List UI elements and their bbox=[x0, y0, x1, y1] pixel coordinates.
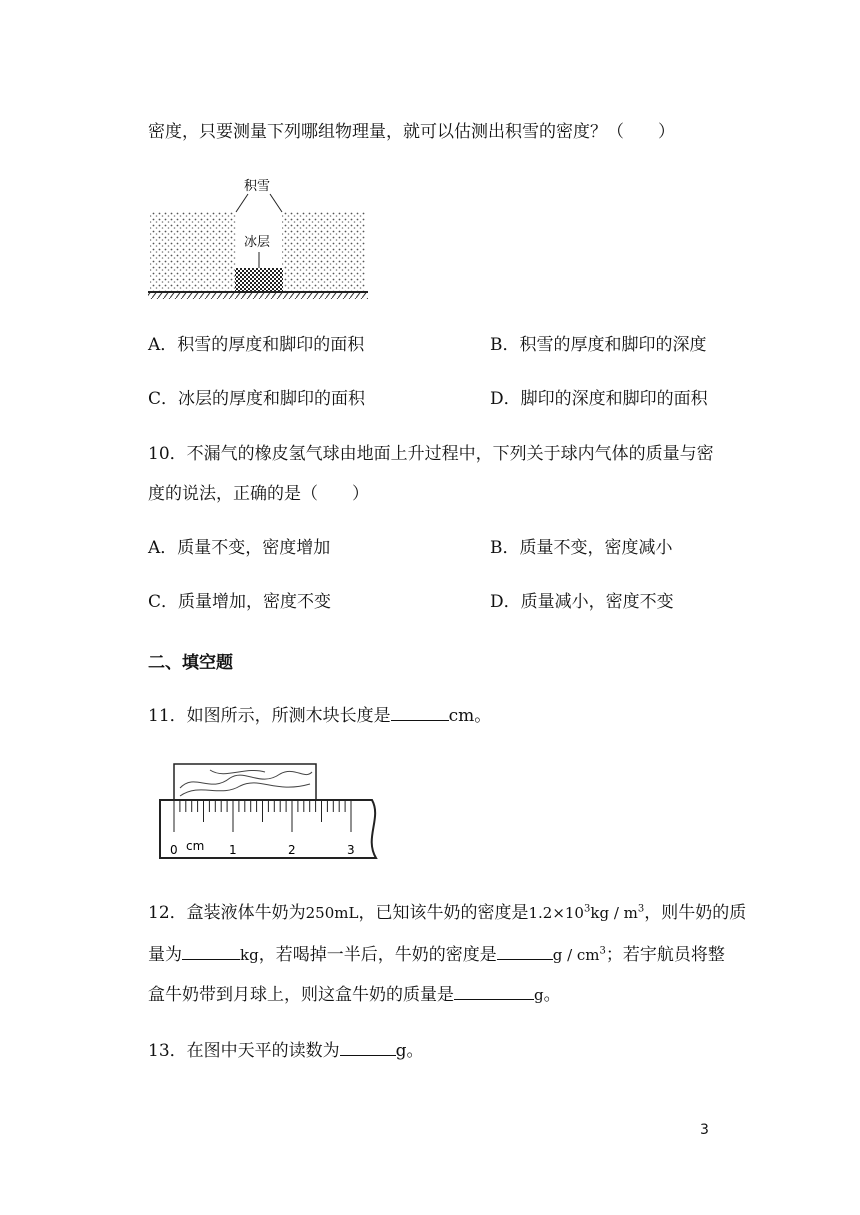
ruler-label-0: 0 bbox=[170, 843, 178, 857]
q10-option-b[interactable]: B．质量不变，密度减小 bbox=[490, 538, 673, 558]
q9-option-a[interactable]: A．积雪的厚度和脚印的面积 bbox=[148, 335, 365, 355]
q12-l1-b: ，已知该牛奶的密度是 bbox=[358, 903, 529, 923]
q12-moon-mass-unit: g bbox=[534, 986, 544, 1004]
ruler-label-2: 2 bbox=[288, 843, 296, 857]
q12-density-blank[interactable] bbox=[497, 941, 553, 960]
q12-density-unit: kg / m bbox=[590, 904, 638, 922]
snow-right bbox=[282, 212, 365, 292]
snow-left bbox=[150, 212, 236, 292]
ruler-figure bbox=[150, 758, 385, 868]
q11-text-after: cm。 bbox=[448, 706, 492, 726]
q12-density: 1.2×10 bbox=[528, 904, 584, 922]
q13-text bbox=[148, 1037, 424, 1063]
section-heading: 二、填空题 bbox=[148, 653, 233, 673]
q10-option-c[interactable]: C．质量增加，密度不变 bbox=[148, 592, 332, 612]
q12-density-unit2-exp: 3 bbox=[599, 945, 606, 957]
q12-density-exp: 3 bbox=[583, 903, 591, 915]
q10-option-d[interactable]: D．质量减小，密度不变 bbox=[490, 592, 674, 612]
q12-l1-a: 12．盒装液体牛奶为 bbox=[148, 903, 306, 923]
q12-density-unit-exp: 3 bbox=[637, 903, 645, 915]
q12-volume: 250mL bbox=[305, 904, 359, 922]
q9-option-d[interactable]: D．脚印的深度和脚印的面积 bbox=[490, 389, 708, 409]
label-ice: 冰层 bbox=[244, 235, 271, 250]
q10-line2: 度的说法，正确的是（ ） bbox=[148, 484, 369, 504]
q9-option-b[interactable]: B．积雪的厚度和脚印的深度 bbox=[490, 335, 707, 355]
q9-stem-tail: 密度，只要测量下列哪组物理量，就可以估测出积雪的密度？（ ） bbox=[148, 122, 675, 142]
q12-mass-unit: kg bbox=[240, 946, 259, 964]
q12-line3 bbox=[148, 981, 561, 1007]
q12-l1-c: ，则牛奶的质 bbox=[644, 903, 747, 923]
q12-l2-b: ，若喝掉一半后，牛奶的密度是 bbox=[258, 945, 497, 965]
q10-option-a[interactable]: A．质量不变，密度增加 bbox=[148, 538, 331, 558]
label-snow: 积雪 bbox=[244, 179, 271, 194]
q13-text-before: 13．在图中天平的读数为 bbox=[148, 1041, 340, 1061]
q9-option-c[interactable]: C．冰层的厚度和脚印的面积 bbox=[148, 389, 366, 409]
q12-moon-mass-blank[interactable] bbox=[454, 981, 534, 1000]
snow-footprint-figure bbox=[140, 170, 380, 305]
q11-text bbox=[148, 702, 491, 728]
ruler-label-1: 1 bbox=[229, 843, 237, 857]
page-number: 3 bbox=[700, 1122, 709, 1138]
ruler-unit: cm bbox=[186, 839, 205, 853]
q12-line2 bbox=[148, 941, 725, 967]
ice-layer bbox=[235, 268, 283, 292]
q12-mass-blank[interactable] bbox=[182, 941, 240, 960]
q12-l2-a: 量为 bbox=[148, 945, 182, 965]
q11-answer-blank[interactable] bbox=[391, 702, 449, 721]
q12-line1 bbox=[148, 901, 746, 925]
ruler-label-3: 3 bbox=[347, 843, 355, 857]
q11-text-before: 11．如图所示，所测木块长度是 bbox=[148, 706, 391, 726]
q12-l2-c: ；若宇航员将整 bbox=[605, 945, 725, 965]
q13-text-after: g。 bbox=[395, 1041, 424, 1061]
q13-answer-blank[interactable] bbox=[340, 1037, 396, 1056]
q12-l3-b: 。 bbox=[543, 985, 561, 1005]
q12-l3-a: 盒牛奶带到月球上，则这盒牛奶的质量是 bbox=[148, 985, 454, 1005]
q10-line1: 10．不漏气的橡皮氢气球由地面上升过程中，下列关于球内气体的质量与密 bbox=[148, 444, 714, 464]
q12-density-unit2: g / cm bbox=[552, 946, 600, 964]
